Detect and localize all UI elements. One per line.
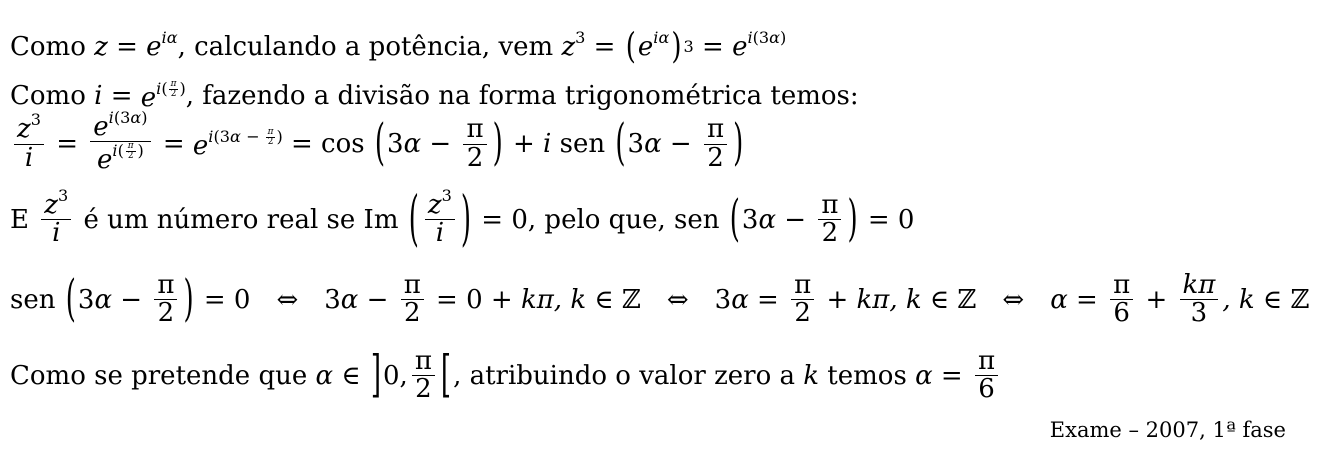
line-1-expr-a: z — [94, 32, 108, 62]
line-5-equation: sen ( 3 α − $\frac{\pi}{2}$ ) = 0 ⇔ 3 α − $\frac{\pi}{2}$ = 0 + kπ, k ∈ ℤ ⇔ 3 α = $\frac{\pi}{2}$ + kπ, k ∈ ℤ ⇔ α = $\frac{\pi}{6}$ + $\frac{k\pi}{3}$ , k ∈ ℤ — [10, 270, 1310, 329]
line-1: Como z = $e^{i\alpha}$ , calculando a potência, vem $z^3$ = ( $e^{i\alpha}$ ) 3 = $e^{i(3\alpha)}$ — [10, 26, 787, 68]
line-4-text-b: é um número real se — [83, 204, 356, 235]
line-2-text-a: Como — [10, 81, 86, 112]
line-2: Como i = $e^{i( \frac{\pi}{2} )}$ , fazendo a divisão na forma trigonométrica temos: — [10, 78, 859, 113]
line-6-text-c: temos — [827, 360, 907, 391]
line-4: E $\frac{z^3}{i}$ é um número real se Im ( $\frac{z^3}{i}$ ) = 0 , pelo que, sen ( 3 α − $\frac{\pi}{2}$ ) = 0 — [10, 185, 915, 255]
line-1-text-b: , calculando a potência, vem — [177, 32, 554, 62]
line-2-text-b: , fazendo a divisão na forma trigonométrica temos: — [185, 81, 859, 112]
line-6: Como se pretende que α ∈ ] 0, $\frac{\pi}{2}$ [ , atribuindo o valor zero a k temos α = $\frac{\pi}{6}$ — [10, 348, 1002, 404]
line-6-text-a: Como se pretende que — [10, 360, 308, 391]
exam-source-caption: Exame – 2007, 1ª fase — [1049, 418, 1286, 442]
line-4-text-a: E — [10, 204, 29, 235]
line-1-expr-b: $z^3$ — [561, 27, 586, 62]
line-3-equation: $\frac{z^3}{i}$ = $e^{i(3\alpha)}$ $e^{i( \frac{\pi}{2} )}$ = $e^{i(3\alpha - \frac{\pi}{2} )}$ = cos ( 3 α − $\frac{\pi}{2}$ ) + i sen ( 3 α − $\frac{\pi}{2}$ ) — [10, 114, 745, 175]
line-1-text-a: Como — [10, 32, 86, 62]
line-6-text-b: , atribuindo o valor zero a — [453, 360, 795, 391]
line-4-text-c: , pelo que, — [527, 204, 666, 235]
z3-over-i-fraction: $\frac{z^3}{i}$ — [14, 116, 44, 172]
